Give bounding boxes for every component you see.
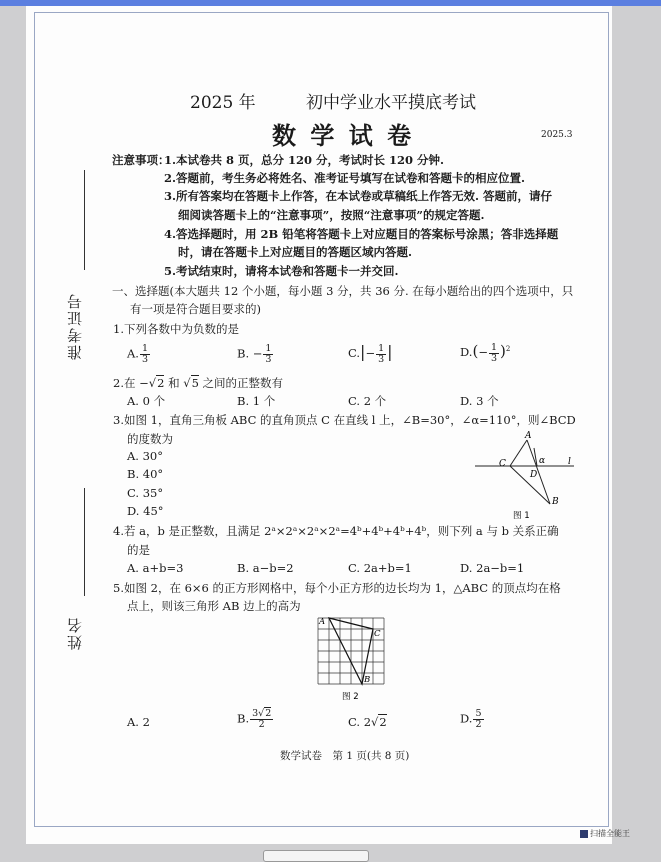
q3-option-b: B. 40° <box>127 467 164 481</box>
q4-option-b: B. a−b=2 <box>237 561 294 575</box>
subject-title: 数 学 试 卷 <box>272 121 415 150</box>
q4-stem: 4.若 a，b 是正整数，且满足 2ᵃ×2ᵃ×2ᵃ×2ᵃ=4ᵇ+4ᵇ+4ᵇ+4ᵇ，则下列 a 与 b 关系正确 <box>113 524 559 538</box>
page-footer: 数学试卷 第 1 页(共 8 页) <box>280 750 410 762</box>
q1-stem: 1.下列各数中为负数的是 <box>113 322 239 336</box>
q5-option-a: A. 2 <box>127 715 150 729</box>
q3-option-c: C. 35° <box>127 486 164 500</box>
section-heading-cont: 有一项是符合题目要求的) <box>130 302 261 316</box>
q3-option-a: A. 30° <box>127 449 163 463</box>
exam-title: 初中学业水平摸底考试 <box>306 93 476 113</box>
scanner-watermark: 扫描全能王 <box>580 828 630 839</box>
q4-option-d: D. 2a−b=1 <box>460 561 525 575</box>
exam-no-label: 准考证号 <box>66 292 84 360</box>
fig2-label-c: C <box>374 629 381 639</box>
fig2-label-b: B <box>364 675 371 685</box>
q3-option-d: D. 45° <box>127 504 164 518</box>
fig2-label-a: A <box>319 617 326 627</box>
q3-stem: 3.如图 1，直角三角板 ABC 的直角顶点 C 在直线 l 上，∠B=30°，∠α=110°，则∠BCD <box>113 413 576 427</box>
fig1-label-d: D <box>530 470 538 480</box>
name-label: 姓名 <box>66 616 84 650</box>
q2-option-d: D. 3 个 <box>460 394 499 408</box>
figure-2 <box>310 612 390 706</box>
q2-stem: 2.在 −√2 和 √5 之间的正整数有 <box>113 376 284 390</box>
fig1-label-b: B <box>552 497 559 507</box>
q2-option-b: B. 1 个 <box>237 394 276 408</box>
q5-stem: 5.如图 2，在 6×6 的正方形网格中，每个小正方形的边长均为 1，△ABC 的顶点均在格 <box>113 581 561 595</box>
fig1-label-c: C <box>499 459 506 469</box>
q5-stem-cont: 点上，则该三角形 AB 边上的高为 <box>127 599 301 613</box>
q4-option-c: C. 2a+b=1 <box>348 561 412 575</box>
section-heading: 一、选择题(本大题共 12 个小题，每小题 3 分，共 36 分. 在每小题给出的四个选项中，只 <box>112 284 574 298</box>
fig1-caption: 图 1 <box>513 511 530 521</box>
q1-option-b: B. − $\frac{1}{3}$ <box>237 343 272 365</box>
notice-label: 注意事项： <box>112 153 170 167</box>
grid-6x6 <box>318 618 384 684</box>
page-nav-control[interactable] <box>263 850 369 862</box>
triangle-side-ca <box>510 440 527 466</box>
exam-date: 2025.3 <box>541 130 573 140</box>
fig1-label-alpha: α <box>539 456 546 466</box>
q2-option-c: C. 2 个 <box>348 394 387 408</box>
q5-option-d: D. $\frac{5}{2}$ <box>460 708 482 730</box>
notice-item: 3.所有答案均在答题卡上作答，在本试卷或草稿纸上作答无效. 答题前，请仔 <box>164 189 553 203</box>
fig1-label-a: A <box>525 431 532 441</box>
q1-option-d: D.(− $\frac{1}{3}$ )$^2$ <box>460 341 511 364</box>
q4-option-a: A. a+b=3 <box>127 561 184 575</box>
q1-option-a: A. $\frac{1}{3}$ <box>127 343 149 365</box>
fig1-label-l: l <box>568 457 571 467</box>
exam-year: 2025 年 <box>190 93 256 113</box>
scanner-logo-icon <box>580 830 588 838</box>
notice-item: 1.本试卷共 8 页，总分 120 分，考试时长 120 分钟. <box>164 153 445 167</box>
notice-item: 4.答选择题时，用 2B 铅笔将答题卡上对应题目的答案标号涂黑；答非选择题 <box>164 227 559 241</box>
figure-1 <box>470 428 580 524</box>
notice-item: 5.考试结束时，请将本试卷和答题卡一并交回. <box>164 264 399 278</box>
q3-stem-cont: 的度数为 <box>127 432 173 446</box>
name-line <box>84 488 85 596</box>
q2-option-a: A. 0 个 <box>127 394 166 408</box>
notice-item: 细阅读答题卡上的“注意事项”，按照“注意事项”的规定答题. <box>178 208 485 222</box>
fig2-caption: 图 2 <box>342 692 359 702</box>
notice-item: 时，请在答题卡上对应题目的答题区域内答题. <box>178 245 413 259</box>
notice-item: 2.答题前，考生务必将姓名、准考证号填写在试卷和答题卡的相应位置. <box>164 171 526 185</box>
q5-option-c: C. 2√2 <box>348 715 387 729</box>
exam-no-line <box>84 170 85 270</box>
q5-option-b: B. $\frac{3√2}{2}$ <box>237 708 272 730</box>
q1-option-c: C.|− $\frac{1}{3}$ | <box>348 342 393 365</box>
q4-stem-cont: 的是 <box>127 543 150 557</box>
